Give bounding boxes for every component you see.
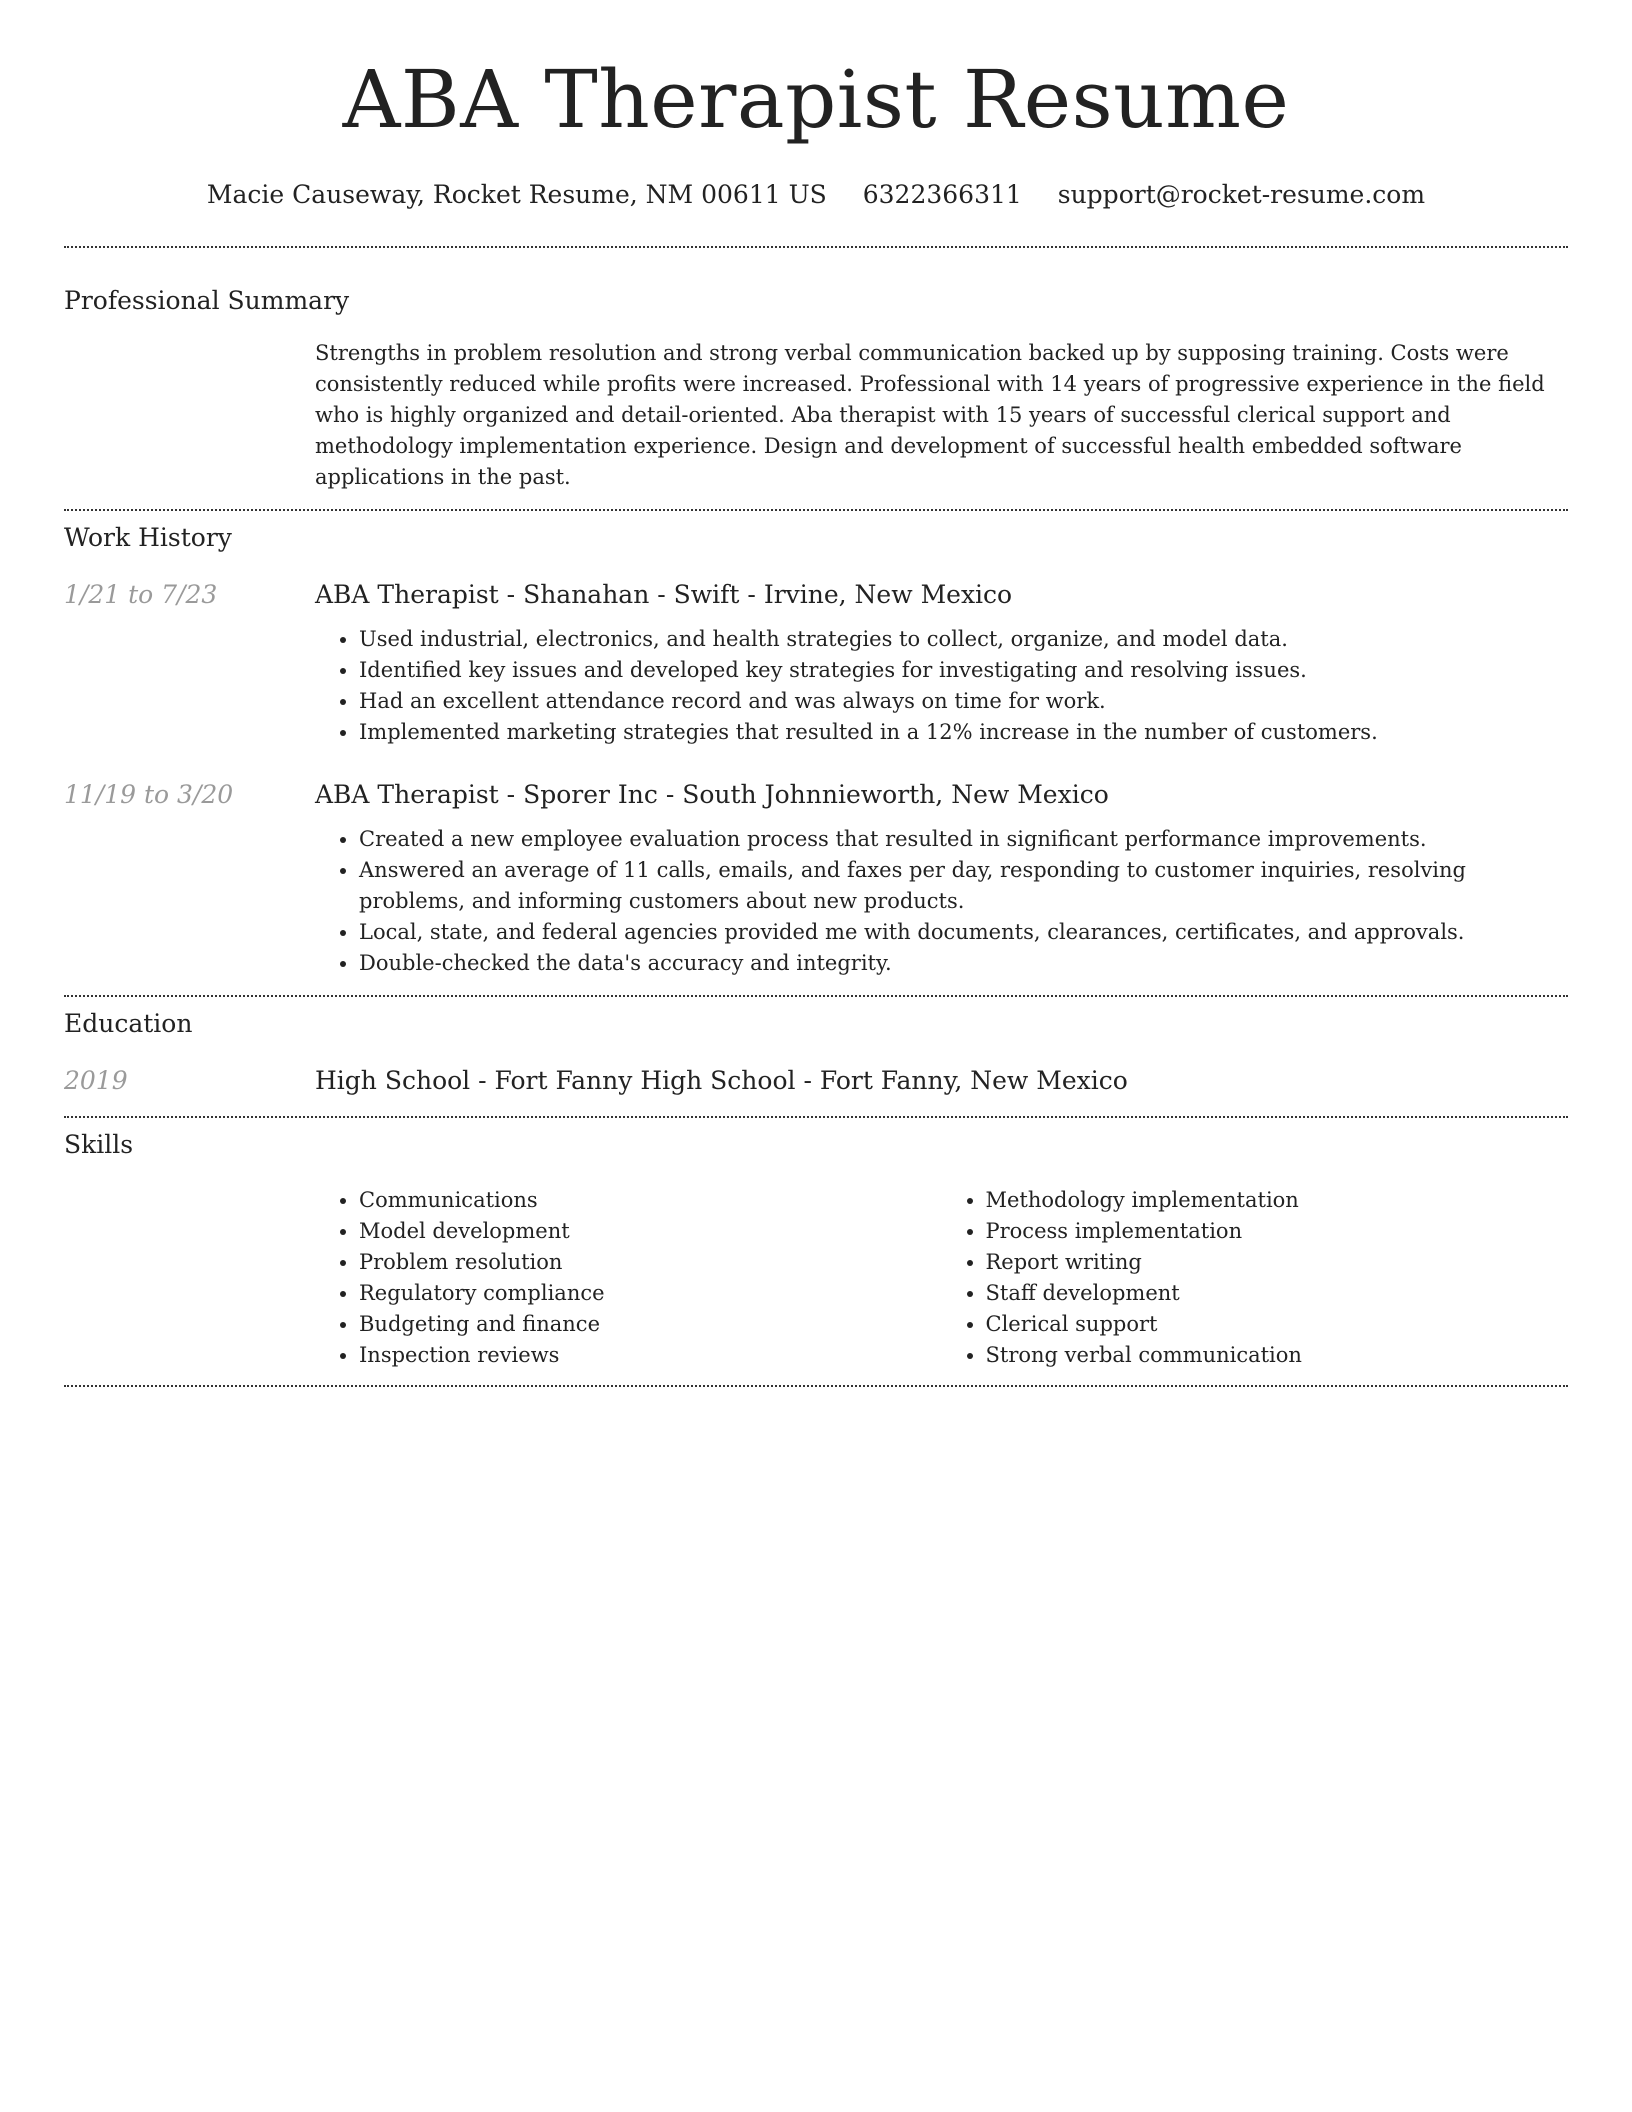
skill-item: • Problem resolution [359, 1247, 942, 1278]
skill-item: • Methodology implementation [986, 1185, 1569, 1216]
skills-grid [315, 1173, 1568, 1371]
section-title-summary: Professional Summary [64, 286, 350, 315]
contact-phone: 6322366311 [862, 180, 1022, 209]
section-title-work-history: Work History [64, 523, 232, 552]
contact-line [64, 178, 1568, 212]
skill-item: • Budgeting and finance [359, 1309, 942, 1340]
list-item: • Answered an average of 11 calls, emails, and faxes per day, responding to customer inquiries, resolving problems, and informing customers about new products. [359, 855, 1568, 917]
skills-list-right [942, 1185, 1569, 1371]
job-dates: 1/21 to 7/23 [64, 580, 218, 609]
job-bullets [315, 824, 1568, 979]
skill-item: • Clerical support [986, 1309, 1569, 1340]
summary-text: Strengths in problem resolution and strong verbal communication backed up by supposing training. Costs were consistently reduced while profits were increased. Professional with 14 years of progressive experience in the field who is highly organized and detail-oriented. Aba therapist with 15 years of successful clerical support and methodology implementation experience. Design and development of successful health embedded software applications in the past. [315, 341, 1545, 489]
skill-item: • Regulatory compliance [359, 1278, 942, 1309]
section-title-skills: Skills [64, 1130, 134, 1159]
job-title: ABA Therapist - Shanahan - Swift - Irvine, New Mexico [315, 580, 1013, 609]
job-entry [64, 778, 1568, 995]
section-divider [64, 1385, 1568, 1387]
job-title: ABA Therapist - Sporer Inc - South Johnnieworth, New Mexico [315, 780, 1109, 809]
skill-item: • Communications [359, 1185, 942, 1216]
work-history-section [64, 511, 1568, 995]
skills-section [64, 1118, 1568, 1385]
skill-item: • Inspection reviews [359, 1340, 942, 1371]
education-section [64, 997, 1568, 1116]
contact-email: support@rocket-resume.com [1057, 180, 1426, 209]
list-item: • Local, state, and federal agencies provided me with documents, clearances, certificates, and approvals. [359, 917, 1568, 948]
list-item: • Created a new employee evaluation process that resulted in significant performance improvements. [359, 824, 1568, 855]
contact-address: Macie Causeway, Rocket Resume, NM 00611 US [206, 180, 827, 209]
list-item: • Had an excellent attendance record and was always on time for work. [359, 686, 1568, 717]
list-item: • Identified key issues and developed key strategies for investigating and resolving issues. [359, 655, 1568, 686]
list-item: • Used industrial, electronics, and health strategies to collect, organize, and model data. [359, 624, 1568, 655]
skill-item: • Model development [359, 1216, 942, 1247]
skill-item: • Staff development [986, 1278, 1569, 1309]
list-item: • Implemented marketing strategies that resulted in a 12% increase in the number of customers. [359, 717, 1568, 748]
job-dates: 11/19 to 3/20 [64, 780, 234, 809]
job-entry [64, 578, 1568, 748]
list-item: • Double-checked the data's accuracy and integrity. [359, 948, 1568, 979]
section-title-education: Education [64, 1009, 193, 1038]
summary-section [64, 248, 1568, 509]
skill-item: • Report writing [986, 1247, 1569, 1278]
education-title: High School - Fort Fanny High School - Fort Fanny, New Mexico [315, 1066, 1128, 1095]
skill-item: • Process implementation [986, 1216, 1569, 1247]
education-entry [64, 1064, 1568, 1116]
job-bullets [315, 624, 1568, 748]
resume-title: ABA Therapist Resume [342, 53, 1290, 146]
skill-item: • Strong verbal communication [986, 1340, 1569, 1371]
skills-list-left [315, 1185, 942, 1371]
education-year: 2019 [64, 1066, 128, 1095]
